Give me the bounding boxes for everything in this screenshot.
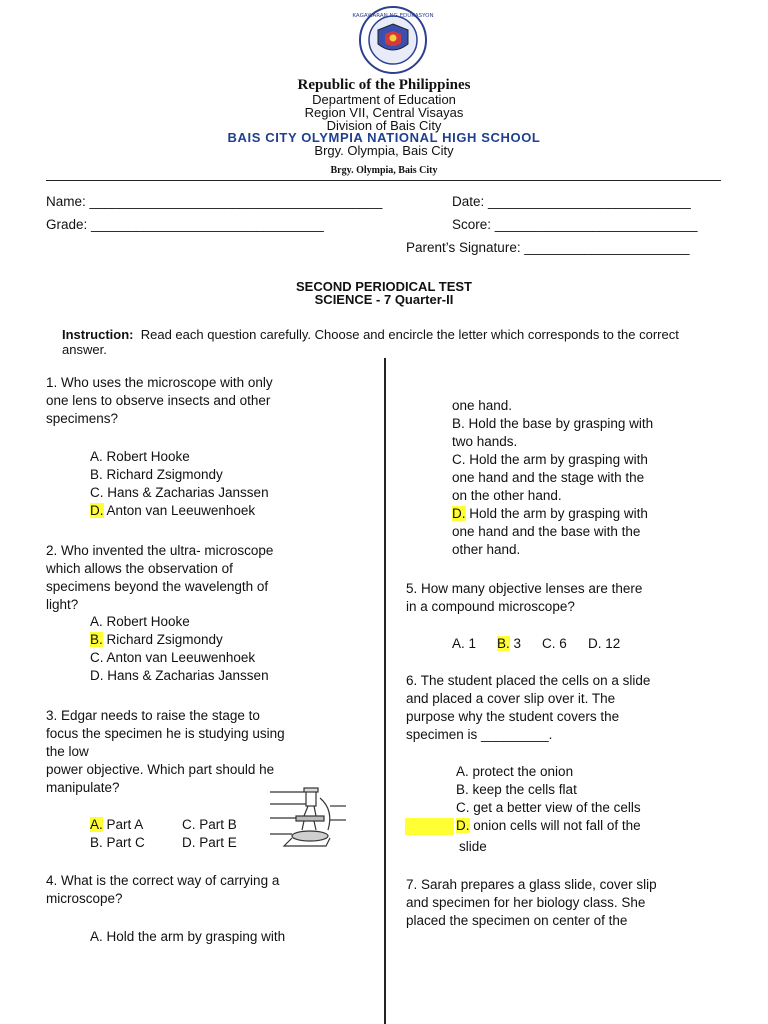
question-5-line: in a compound microscope?	[406, 599, 575, 614]
deped-seal-icon	[352, 6, 434, 74]
question-6-line: and placed a cover slip over it. The	[406, 691, 616, 706]
question-7	[406, 876, 726, 930]
question-2-line: 2. Who invented the ultra- microscope	[46, 543, 274, 558]
header-division: Division of Bais City	[326, 118, 442, 133]
q3-option-c[interactable]: C. Part B	[182, 817, 237, 832]
answer-highlight: D.	[452, 506, 466, 521]
answer-highlight: B.	[90, 632, 103, 647]
question-1-line: one lens to observe insects and other	[46, 393, 271, 408]
q4-option-d-text: Hold the arm by grasping with	[465, 506, 648, 521]
svg-text:KAGAWARAN NG EDUKASYON: KAGAWARAN NG EDUKASYON	[352, 13, 434, 19]
header-address: Brgy. Olympia, Bais City	[314, 143, 454, 158]
test-subtitle: SCIENCE - 7 Quarter-II	[314, 292, 454, 307]
q2-option-b[interactable]	[44, 631, 344, 649]
header-department: Department of Education	[312, 92, 456, 107]
question-2-line: light?	[46, 597, 79, 612]
header-school: BAIS CITY OLYMPIA NATIONAL HIGH SCHOOL	[227, 130, 541, 145]
name-field[interactable]: Name: _______________________________________	[46, 194, 383, 209]
q1-option-d[interactable]	[44, 502, 344, 520]
question-1-options	[44, 448, 344, 520]
q1-option-a[interactable]: A. Robert Hooke	[90, 449, 190, 464]
date-field[interactable]: Date: ___________________________	[452, 194, 691, 209]
q5-option-a[interactable]: A. 1	[452, 636, 477, 651]
answer-highlight: B.	[497, 636, 510, 651]
question-1-line: specimens?	[46, 411, 119, 426]
q4-option-d[interactable]	[452, 505, 752, 523]
header-rule	[46, 180, 721, 181]
q4-option-c[interactable]: C. Hold the arm by grasping with	[452, 452, 648, 467]
q4-option-c-cont: on the other hand.	[452, 488, 562, 503]
header-address-bold: Brgy. Olympia, Bais City	[330, 165, 438, 176]
q1-option-b[interactable]: B. Richard Zsigmondy	[90, 467, 223, 482]
answer-highlight-bar	[405, 818, 454, 835]
question-6-line: purpose why the student covers the	[406, 709, 620, 724]
q4-option-b[interactable]: B. Hold the base by grasping with	[452, 416, 654, 431]
question-4-line: 4. What is the correct way of carrying a	[46, 873, 280, 888]
question-4	[46, 872, 346, 908]
q1-option-d-text: Anton van Leeuwenhoek	[103, 503, 256, 518]
question-7-line: and specimen for her biology class. She	[406, 895, 646, 910]
question-6-line: 6. The student placed the cells on a slide	[406, 673, 651, 688]
question-1	[46, 374, 346, 428]
q4-option-a[interactable]	[44, 928, 344, 946]
q4-option-d-cont: one hand and the base with the	[452, 524, 641, 539]
question-5	[406, 580, 726, 616]
question-2-options	[44, 613, 344, 685]
q6-option-d-cont: slide	[459, 839, 487, 854]
q3-option-a-text: Part A	[102, 817, 144, 832]
q5-option-d[interactable]: D. 12	[588, 636, 621, 651]
q3-option-b[interactable]: B. Part C	[90, 835, 145, 850]
question-3-line: 3. Edgar needs to raise the stage to	[46, 708, 260, 723]
q2-option-d[interactable]: D. Hans & Zacharias Janssen	[90, 668, 269, 683]
grade-field[interactable]: Grade: _______________________________	[46, 217, 324, 232]
header-region: Region VII, Central Visayas	[304, 105, 464, 120]
q2-option-a[interactable]: A. Robert Hooke	[90, 614, 190, 629]
question-2-line: which allows the observation of	[46, 561, 233, 576]
question-7-line: placed the specimen on center of the	[406, 913, 628, 928]
test-title: SECOND PERIODICAL TEST	[295, 279, 472, 294]
q3-option-a[interactable]	[90, 816, 180, 834]
q4-option-a-cont[interactable]: one hand.	[452, 398, 513, 413]
q4-option-d-cont: other hand.	[452, 542, 521, 557]
q1-option-c[interactable]: C. Hans & Zacharias Janssen	[90, 485, 269, 500]
q5-option-b[interactable]	[497, 635, 537, 653]
q6-option-d-text: onion cells will not fall of the	[469, 818, 641, 833]
q3-option-d[interactable]: D. Part E	[182, 835, 237, 850]
q6-option-a[interactable]: A. protect the onion	[456, 764, 574, 779]
q6-option-d[interactable]	[456, 817, 736, 835]
question-1-line: 1. Who uses the microscope with only	[46, 375, 273, 390]
q5-option-c[interactable]: C. 6	[542, 636, 567, 651]
score-field[interactable]: Score: ___________________________	[452, 217, 698, 232]
question-6-options	[456, 763, 736, 835]
signature-field[interactable]: Parent’s Signature: ______________________	[406, 240, 690, 255]
q6-option-c[interactable]: C. get a better view of the cells	[456, 800, 641, 815]
q4-option-a-text: A. Hold the arm by grasping with	[90, 929, 286, 944]
question-3-line: focus the specimen he is studying using	[46, 726, 285, 741]
instruction-text: Read each question carefully. Choose and encircle the letter which corresponds to the correct answer.	[62, 327, 679, 357]
answer-highlight: A.	[90, 817, 103, 832]
q2-option-b-text: Richard Zsigmondy	[102, 632, 223, 647]
instruction-label: Instruction:	[62, 327, 134, 342]
q4-options-continued	[452, 397, 752, 559]
q4-option-c-cont: one hand and the stage with the	[452, 470, 645, 485]
q6-option-b[interactable]: B. keep the cells flat	[456, 782, 577, 797]
answer-highlight: D.	[456, 818, 470, 833]
question-2	[46, 542, 346, 614]
question-3-line: the low	[46, 744, 89, 759]
question-6	[406, 672, 726, 744]
column-divider	[384, 358, 386, 1024]
q2-option-c[interactable]: C. Anton van Leeuwenhoek	[90, 650, 256, 665]
question-3-line: power objective. Which part should he	[46, 762, 275, 777]
question-3-line: manipulate?	[46, 780, 120, 795]
header-country: Republic of the Philippines	[297, 77, 471, 93]
q5-option-b-text: 3	[509, 636, 522, 651]
instruction	[62, 327, 712, 357]
answer-highlight: D.	[90, 503, 104, 518]
question-5-line: 5. How many objective lenses are there	[406, 581, 643, 596]
question-4-line: microscope?	[46, 891, 123, 906]
microscope-diagram-icon	[268, 786, 348, 852]
q4-option-b-cont: two hands.	[452, 434, 518, 449]
question-7-line: 7. Sarah prepares a glass slide, cover slip	[406, 877, 657, 892]
question-6-line: specimen is _________.	[406, 727, 553, 742]
question-2-line: specimens beyond the wavelength of	[46, 579, 269, 594]
question-3	[46, 707, 346, 797]
